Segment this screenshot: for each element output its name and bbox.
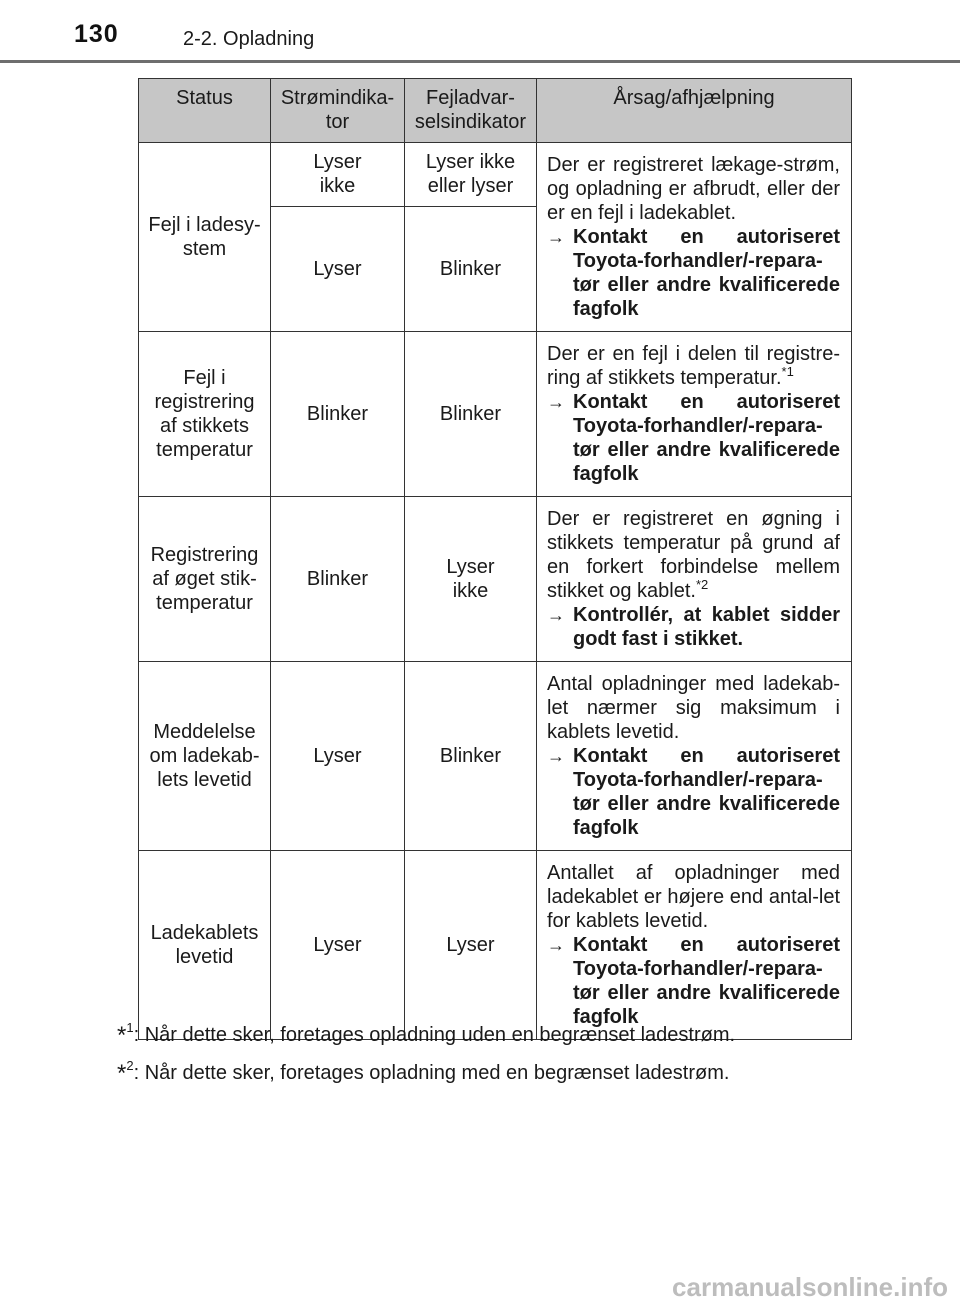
page-number: 130 bbox=[74, 20, 119, 48]
col-header-status: Status bbox=[139, 79, 271, 143]
power-indicator-cell: Blinker bbox=[271, 332, 405, 497]
table-row bbox=[139, 143, 852, 207]
status-cell: Registrering af øget stik- temperatur bbox=[139, 497, 271, 662]
footnote-1 bbox=[117, 1020, 735, 1048]
cause-text: Der er registreret lækage-strøm, og opladning er afbrudt, eller der er en fejl i ladekablet. bbox=[547, 154, 840, 224]
status-cell: Fejl i registrering af stikkets temperatur bbox=[139, 332, 271, 497]
fault-indicator-cell: Lyser bbox=[405, 851, 537, 1040]
footnote-number: 2 bbox=[126, 1058, 134, 1073]
table-row bbox=[139, 851, 852, 1040]
footnote-star: * bbox=[117, 1060, 127, 1087]
fault-indicator-cell: Lyser ikke eller lyser bbox=[405, 143, 537, 207]
cause-remedy-cell bbox=[537, 851, 852, 1040]
power-indicator-cell: Blinker bbox=[271, 497, 405, 662]
status-cell: Meddelelse om ladekab- lets levetid bbox=[139, 662, 271, 851]
footnote-ref: *2 bbox=[695, 577, 709, 592]
cause-text: Antal opladninger med ladekab-let nærmer sig maksimum i kablets levetid. bbox=[547, 673, 840, 743]
col-header-cause-remedy: Årsag/afhjælpning bbox=[537, 79, 852, 143]
power-indicator-cell: Lyser bbox=[271, 851, 405, 1040]
table-header-row bbox=[139, 79, 852, 143]
arrow-icon: → bbox=[547, 935, 565, 955]
arrow-icon: → bbox=[547, 605, 565, 625]
footnote-number: 1 bbox=[126, 1020, 134, 1035]
remedy-text: → Kontakt en autoriseret Toyota-forhandler/-repara-tør eller andre kvalificerede fagfolk bbox=[547, 226, 840, 320]
status-table bbox=[138, 78, 852, 1040]
remedy-text: → Kontakt en autoriseret Toyota-forhandler/-repara-tør eller andre kvalificerede fagfolk bbox=[547, 391, 840, 485]
arrow-icon: → bbox=[547, 746, 565, 766]
cause-text: Der er en fejl i delen til registre-ring af stikkets temperatur.$^{*1}$ bbox=[547, 343, 840, 389]
table-row bbox=[139, 497, 852, 662]
footnote-2 bbox=[117, 1058, 729, 1086]
arrow-icon: → bbox=[547, 392, 565, 412]
remedy-text: → Kontakt en autoriseret Toyota-forhandler/-repara-tør eller andre kvalificerede fagfolk bbox=[547, 745, 840, 839]
cause-remedy-cell bbox=[537, 143, 852, 332]
remedy-text: → Kontakt en autoriseret Toyota-forhandler/-repara-tør eller andre kvalificerede fagfolk bbox=[547, 934, 840, 1028]
fault-indicator-cell: Blinker bbox=[405, 662, 537, 851]
col-header-power-indicator: Strømindika- tor bbox=[271, 79, 405, 143]
cause-text: Der er registreret en øgning i stikkets temperatur på grund af en forkert forbindelse mellem stikket og kablet.$^{*2}$ bbox=[547, 508, 840, 602]
cause-remedy-cell bbox=[537, 662, 852, 851]
status-cell: Ladekablets levetid bbox=[139, 851, 271, 1040]
fault-indicator-cell: Blinker bbox=[405, 332, 537, 497]
footnote-text: : Når dette sker, foretages opladning uden en begrænset ladestrøm. bbox=[133, 1024, 736, 1046]
col-header-fault-indicator: Fejladvar- selsindikator bbox=[405, 79, 537, 143]
header-rule bbox=[0, 60, 960, 63]
table-row bbox=[139, 332, 852, 497]
remedy-text: → Kontrollér, at kablet sidder godt fast i stikket. bbox=[547, 604, 840, 650]
footnote-ref: *1 bbox=[781, 364, 794, 379]
fault-indicator-cell: Blinker bbox=[405, 206, 537, 331]
fault-indicator-cell: Lyser ikke bbox=[405, 497, 537, 662]
cause-text: Antallet af opladninger med ladekablet er højere end antal-let for kablets levetid. bbox=[547, 862, 840, 932]
table-row bbox=[139, 662, 852, 851]
footnote-text: : Når dette sker, foretages opladning med en begrænset ladestrøm. bbox=[133, 1062, 730, 1084]
power-indicator-cell: Lyser bbox=[271, 662, 405, 851]
cause-remedy-cell bbox=[537, 497, 852, 662]
cause-remedy-cell bbox=[537, 332, 852, 497]
power-indicator-cell: Lyser ikke bbox=[271, 143, 405, 207]
status-cell: Fejl i ladesy- stem bbox=[139, 143, 271, 332]
watermark: carmanualsonline.info bbox=[672, 1272, 948, 1302]
footnote-star: * bbox=[117, 1022, 127, 1049]
section-title: 2-2. Opladning bbox=[183, 28, 315, 50]
power-indicator-cell: Lyser bbox=[271, 206, 405, 331]
arrow-icon: → bbox=[547, 227, 565, 247]
